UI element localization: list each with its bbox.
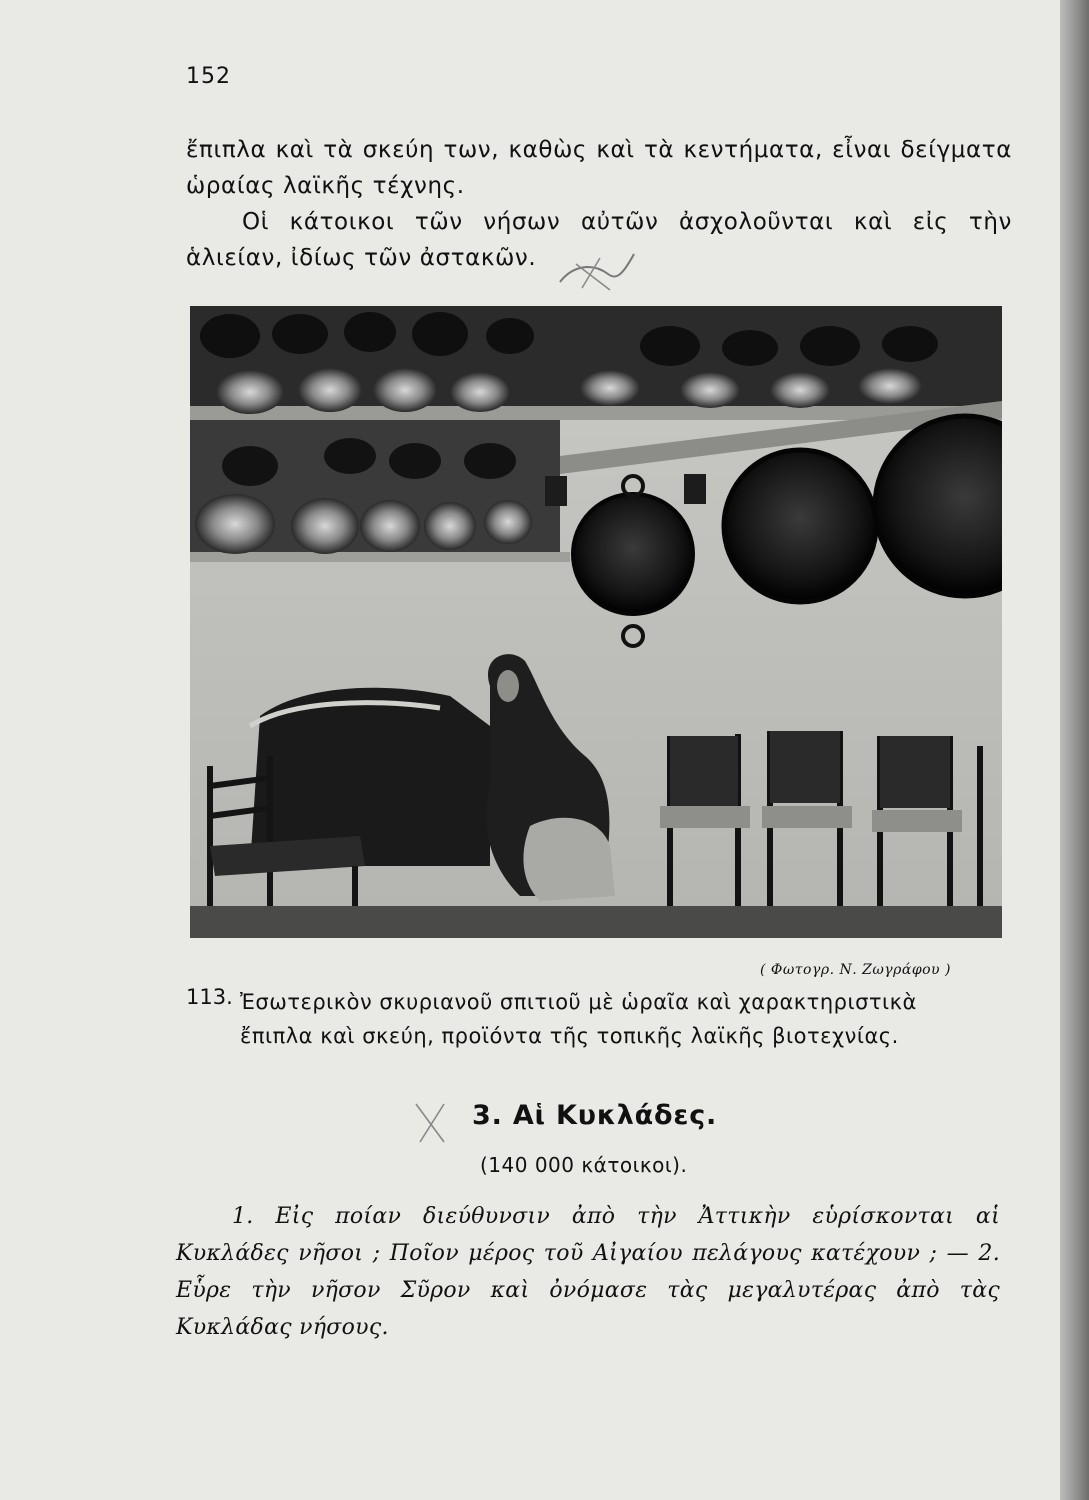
exercise-questions: 1. Εἰς ποίαν διεύθυνσιν ἀπὸ τὴν Ἀττικὴν εὑρίσκονται αἱ Κυκλάδες νῆσοι ; Ποῖον μέρος τοῦ Αἰγαίου πελάγους κατέχουν ; — 2. Εὗρε τὴν νῆσον Σῦρον καὶ ὀνόμασε τὰς μεγαλυτέρας ἀπὸ τὰς Κυκλάδας νήσους. — [176, 1204, 1000, 1340]
body-paragraph-2: Οἱ κάτοικοι τῶν νήσων αὐτῶν ἀσχολοῦνται καὶ εἰς τὴν ἁλιείαν, ἰδίως τῶν ἀστακῶν. — [186, 209, 1012, 271]
figure-number: 113. — [186, 985, 233, 1009]
section-population: (140 000 κάτοικοι). — [480, 1153, 688, 1177]
section-title: 3. Αἱ Κυκλάδες. — [472, 1100, 718, 1131]
body-paragraph-1: ἔπιπλα καὶ τὰ σκεύη των, καθὼς καὶ τὰ κεντήματα, εἶναι δείγματα ὡραίας λαϊκῆς τέχνης. — [186, 137, 1012, 199]
page-number: 152 — [186, 64, 231, 89]
photograph-skyros-interior — [190, 306, 1002, 938]
figure-caption: Ἐσωτερικὸν σκυριανοῦ σπιτιοῦ μὲ ὡραῖα καὶ χαρακτηριστικὰ ἔπιπλα καὶ σκεύη, προϊόντα τῆς τοπικῆς λαϊκῆς βιοτεχνίας. — [240, 990, 917, 1048]
book-binding-edge — [1060, 0, 1089, 1500]
photo-credit: ( Φωτογρ. Ν. Ζωγράφου ) — [760, 962, 951, 978]
pencil-cross-mark-icon — [410, 1098, 450, 1148]
